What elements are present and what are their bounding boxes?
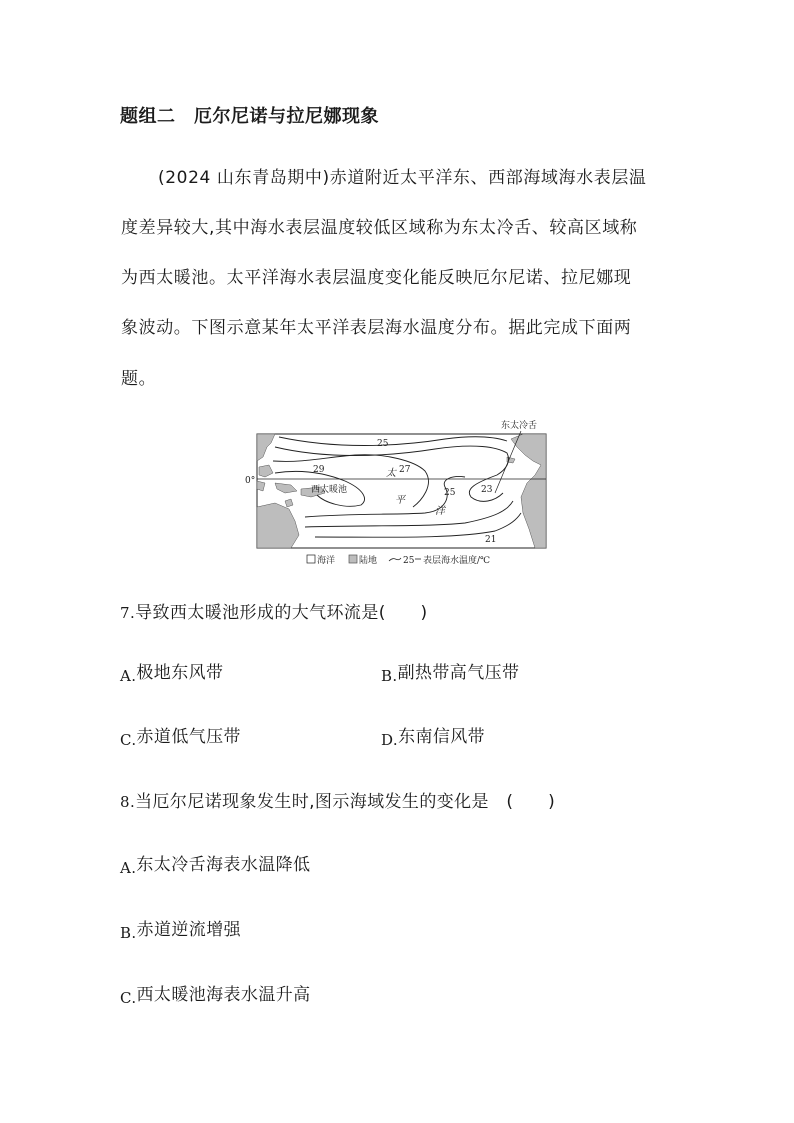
- legend-isotherm-text: 表层海水温度/℃: [423, 556, 491, 566]
- section-heading: 题组二 厄尔尼诺与拉尼娜现象: [120, 106, 379, 127]
- ocean-char: 洋: [435, 506, 445, 517]
- option-key: B.: [381, 667, 398, 685]
- legend-isotherm-line: [389, 558, 401, 561]
- option-key: C.: [120, 989, 137, 1007]
- option-text: 赤道逆流增强: [136, 920, 241, 940]
- ocean-char: 平: [395, 495, 405, 506]
- east-tongue-label: 东太冷舌: [501, 421, 538, 431]
- q8-option-b[interactable]: [120, 915, 241, 940]
- isotherm-label: 27: [399, 465, 411, 475]
- question-7: [120, 598, 428, 623]
- q7-option-a[interactable]: [120, 658, 223, 683]
- legend-ocean-label: 海洋: [317, 556, 336, 566]
- map-legend: [307, 554, 490, 566]
- intro-line-5: 题。: [121, 369, 157, 389]
- legend-ocean-swatch: [307, 555, 315, 563]
- option-text: 赤道低气压带: [136, 727, 241, 747]
- option-key: A.: [120, 667, 137, 685]
- legend-isotherm-value: 25: [403, 556, 415, 566]
- legend-land-label: 陆地: [359, 556, 378, 566]
- ocean-char: 太: [386, 468, 396, 479]
- isotherm-label: 25: [377, 439, 389, 449]
- option-text: 西太暖池海表水温升高: [136, 985, 311, 1005]
- question-stem: 当厄尔尼诺现象发生时,图示海域发生的变化是 ( ): [135, 792, 556, 812]
- intro-line-1: (2024 山东青岛期中)赤道附近太平洋东、西部海域海水表层温: [158, 168, 647, 188]
- option-key: D.: [381, 731, 399, 749]
- option-text: 东太冷舌海表水温降低: [136, 855, 311, 875]
- option-text: 副热带高气压带: [397, 663, 520, 683]
- option-key: A.: [120, 859, 137, 877]
- q8-option-c[interactable]: [120, 980, 311, 1005]
- isotherm-label: 29: [313, 465, 325, 475]
- q7-option-b[interactable]: [381, 658, 519, 683]
- west-pool-label: 西太暖池: [311, 485, 348, 495]
- option-key: C.: [120, 731, 137, 749]
- q7-option-d[interactable]: [381, 722, 485, 747]
- intro-line-4: 象波动。下图示意某年太平洋表层海水温度分布。据此完成下面两: [121, 318, 632, 338]
- question-stem: 导致西太暖池形成的大气环流是( ): [135, 603, 428, 623]
- q7-option-c[interactable]: [120, 722, 241, 747]
- question-number: 8.: [120, 793, 136, 811]
- option-key: B.: [120, 924, 137, 942]
- pacific-sst-map: [245, 417, 555, 569]
- intro-line-2: 度差异较大,其中海水表层温度较低区域称为东太冷舌、较高区域称: [121, 218, 638, 238]
- question-8: [120, 787, 555, 812]
- isotherm-label: 23: [481, 485, 493, 495]
- option-text: 东南信风带: [398, 727, 486, 747]
- q8-option-a[interactable]: [120, 850, 310, 875]
- legend-land-swatch: [349, 555, 357, 563]
- option-text: 极地东风带: [136, 663, 224, 683]
- equator-label: 0°: [245, 476, 256, 486]
- isotherm-label: 25: [444, 488, 456, 498]
- question-number: 7.: [120, 604, 136, 622]
- isotherm-label: 21: [485, 535, 497, 545]
- intro-line-3: 为西太暖池。太平洋海水表层温度变化能反映厄尔尼诺、拉尼娜现: [121, 268, 632, 288]
